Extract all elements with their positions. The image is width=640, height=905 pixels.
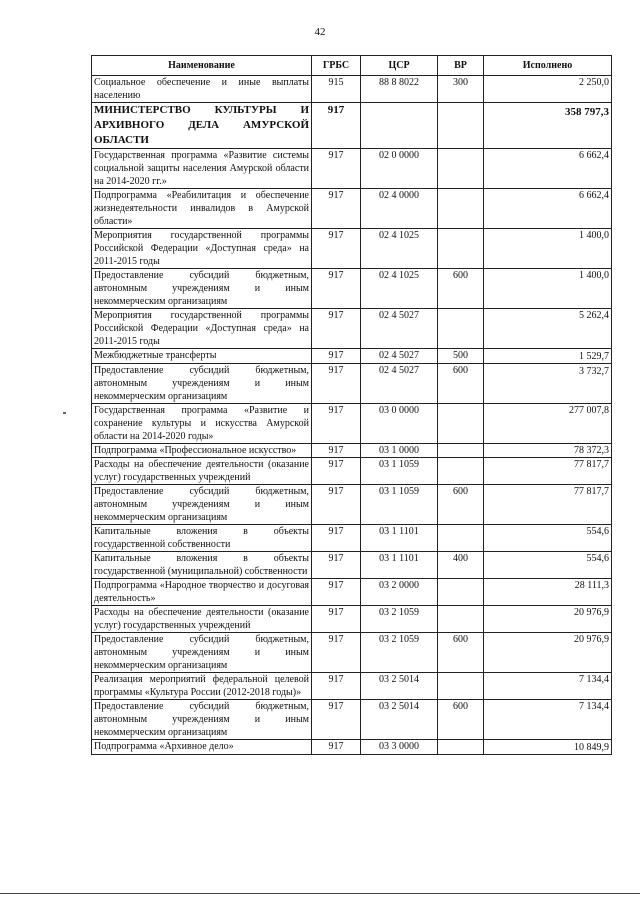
row-executed: 78 372,3: [484, 444, 612, 458]
row-vr: [438, 444, 484, 458]
row-csr: 03 2 5014: [361, 700, 438, 740]
table-row: [92, 269, 612, 309]
table-body: [92, 76, 612, 755]
row-name: Капитальные вложения в объекты государственной собственности: [92, 525, 312, 552]
row-grbs: 917: [312, 579, 361, 606]
row-grbs: 917: [312, 309, 361, 349]
table-row: [92, 103, 612, 149]
row-csr: 02 4 1025: [361, 229, 438, 269]
row-executed: 1 400,0: [484, 229, 612, 269]
row-vr: [438, 579, 484, 606]
table-header-row: [92, 56, 612, 76]
row-vr: [438, 103, 484, 149]
row-grbs: 917: [312, 525, 361, 552]
row-grbs: 917: [312, 349, 361, 364]
row-executed: 10 849,9: [484, 740, 612, 755]
row-name: Мероприятия государственной программы Российской Федерации «Доступная среда» на 2011-2015 годы: [92, 229, 312, 269]
row-name: Социальное обеспечение и иные выплаты населению: [92, 76, 312, 103]
row-name: Предоставление субсидий бюджетным, автономным учреждениям и иным некоммерческим организациям: [92, 700, 312, 740]
row-executed: 77 817,7: [484, 485, 612, 525]
row-vr: 600: [438, 700, 484, 740]
row-executed: 7 134,4: [484, 700, 612, 740]
row-vr: [438, 404, 484, 444]
row-csr: 03 1 1101: [361, 525, 438, 552]
table-row: [92, 552, 612, 579]
row-executed: 277 007,8: [484, 404, 612, 444]
row-executed: 6 662,4: [484, 149, 612, 189]
row-csr: 02 0 0000: [361, 149, 438, 189]
header-vr: ВР: [438, 56, 484, 76]
row-grbs: 917: [312, 189, 361, 229]
row-grbs: 915: [312, 76, 361, 103]
table-row: [92, 740, 612, 755]
row-csr: 02 4 0000: [361, 189, 438, 229]
row-grbs: 917: [312, 269, 361, 309]
header-grbs: ГРБС: [312, 56, 361, 76]
row-vr: [438, 606, 484, 633]
row-vr: [438, 189, 484, 229]
row-name: Подпрограмма «Профессиональное искусство»: [92, 444, 312, 458]
row-grbs: 917: [312, 485, 361, 525]
table-row: [92, 404, 612, 444]
table-row: [92, 189, 612, 229]
row-csr: 03 1 1059: [361, 458, 438, 485]
row-executed: 20 976,9: [484, 606, 612, 633]
row-name: Предоставление субсидий бюджетным, автономным учреждениям и иным некоммерческим организациям: [92, 364, 312, 404]
table-row: [92, 76, 612, 103]
row-vr: 300: [438, 76, 484, 103]
row-vr: [438, 309, 484, 349]
row-grbs: 917: [312, 404, 361, 444]
row-grbs: 917: [312, 444, 361, 458]
row-vr: 500: [438, 349, 484, 364]
row-executed: 5 262,4: [484, 309, 612, 349]
row-grbs: 917: [312, 606, 361, 633]
row-name: Предоставление субсидий бюджетным, автономным учреждениям и иным некоммерческим организациям: [92, 269, 312, 309]
row-name: Расходы на обеспечение деятельности (оказание услуг) государственных учреждений: [92, 606, 312, 633]
table-row: [92, 229, 612, 269]
row-csr: 02 4 1025: [361, 269, 438, 309]
row-csr: 02 4 5027: [361, 349, 438, 364]
row-csr: 03 3 0000: [361, 740, 438, 755]
row-csr: 03 1 1101: [361, 552, 438, 579]
table-row: [92, 700, 612, 740]
row-executed: 28 111,3: [484, 579, 612, 606]
page-number: 42: [314, 26, 326, 38]
scan-speck: [63, 412, 66, 414]
header-name: Наименование: [92, 56, 312, 76]
table-row: [92, 579, 612, 606]
table-row: [92, 364, 612, 404]
row-name: Подпрограмма «Архивное дело»: [92, 740, 312, 755]
row-csr: 03 1 1059: [361, 485, 438, 525]
table-row: [92, 458, 612, 485]
row-csr: 03 1 0000: [361, 444, 438, 458]
row-grbs: 917: [312, 103, 361, 149]
row-name: Государственная программа «Развитие системы социальной защиты населения Амурской области на 2014-2020 гг.»: [92, 149, 312, 189]
row-vr: 400: [438, 552, 484, 579]
row-grbs: 917: [312, 364, 361, 404]
row-executed: 554,6: [484, 525, 612, 552]
row-vr: [438, 673, 484, 700]
row-grbs: 917: [312, 229, 361, 269]
table-row: [92, 673, 612, 700]
row-csr: 02 4 5027: [361, 364, 438, 404]
row-name: Мероприятия государственной программы Российской Федерации «Доступная среда» на 2011-2015 годы: [92, 309, 312, 349]
row-csr: 03 2 1059: [361, 606, 438, 633]
row-executed: 554,6: [484, 552, 612, 579]
table-row: [92, 633, 612, 673]
row-executed: 6 662,4: [484, 189, 612, 229]
page-bottom-border: [0, 893, 640, 894]
table-row: [92, 309, 612, 349]
row-csr: 02 4 5027: [361, 309, 438, 349]
row-name: МИНИСТЕРСТВО КУЛЬТУРЫ И АРХИВНОГО ДЕЛА АМУРСКОЙ ОБЛАСТИ: [92, 103, 312, 149]
row-name: Межбюджетные трансферты: [92, 349, 312, 364]
header-done: Исполнено: [484, 56, 612, 76]
row-vr: 600: [438, 485, 484, 525]
row-executed: 7 134,4: [484, 673, 612, 700]
row-vr: 600: [438, 269, 484, 309]
row-name: Государственная программа «Развитие и сохранение культуры и искусства Амурской области на 2014-2020 годы»: [92, 404, 312, 444]
row-csr: 03 2 0000: [361, 579, 438, 606]
row-name: Капитальные вложения в объекты государственной (муниципальной) собственности: [92, 552, 312, 579]
row-grbs: 917: [312, 149, 361, 189]
table-row: [92, 485, 612, 525]
row-name: Предоставление субсидий бюджетным, автономным учреждениям и иным некоммерческим организациям: [92, 633, 312, 673]
row-executed: 77 817,7: [484, 458, 612, 485]
row-grbs: 917: [312, 673, 361, 700]
row-executed: 1 529,7: [484, 349, 612, 364]
row-csr: 03 0 0000: [361, 404, 438, 444]
row-executed: 358 797,3: [484, 103, 612, 149]
table-row: [92, 525, 612, 552]
row-executed: 3 732,7: [484, 364, 612, 404]
budget-table: [91, 55, 612, 755]
row-csr: 03 2 1059: [361, 633, 438, 673]
row-csr: [361, 103, 438, 149]
row-grbs: 917: [312, 633, 361, 673]
row-executed: 1 400,0: [484, 269, 612, 309]
row-csr: 03 2 5014: [361, 673, 438, 700]
row-grbs: 917: [312, 552, 361, 579]
header-csr: ЦСР: [361, 56, 438, 76]
row-executed: 2 250,0: [484, 76, 612, 103]
row-name: Подпрограмма «Народное творчество и досуговая деятельность»: [92, 579, 312, 606]
row-executed: 20 976,9: [484, 633, 612, 673]
row-csr: 88 8 8022: [361, 76, 438, 103]
row-vr: [438, 149, 484, 189]
row-grbs: 917: [312, 740, 361, 755]
row-name: Реализация мероприятий федеральной целевой программы «Культура России (2012-2018 годы)»: [92, 673, 312, 700]
row-name: Подпрограмма «Реабилитация и обеспечение жизнедеятельности инвалидов в Амурской области»: [92, 189, 312, 229]
row-vr: [438, 458, 484, 485]
row-name: Предоставление субсидий бюджетным, автономным учреждениям и иным некоммерческим организациям: [92, 485, 312, 525]
table-row: [92, 149, 612, 189]
row-grbs: 917: [312, 458, 361, 485]
table-row: [92, 444, 612, 458]
table-row: [92, 606, 612, 633]
row-vr: [438, 740, 484, 755]
row-vr: 600: [438, 633, 484, 673]
row-name: Расходы на обеспечение деятельности (оказание услуг) государственных учреждений: [92, 458, 312, 485]
table-row: [92, 349, 612, 364]
row-grbs: 917: [312, 700, 361, 740]
row-vr: [438, 525, 484, 552]
row-vr: [438, 229, 484, 269]
row-vr: 600: [438, 364, 484, 404]
